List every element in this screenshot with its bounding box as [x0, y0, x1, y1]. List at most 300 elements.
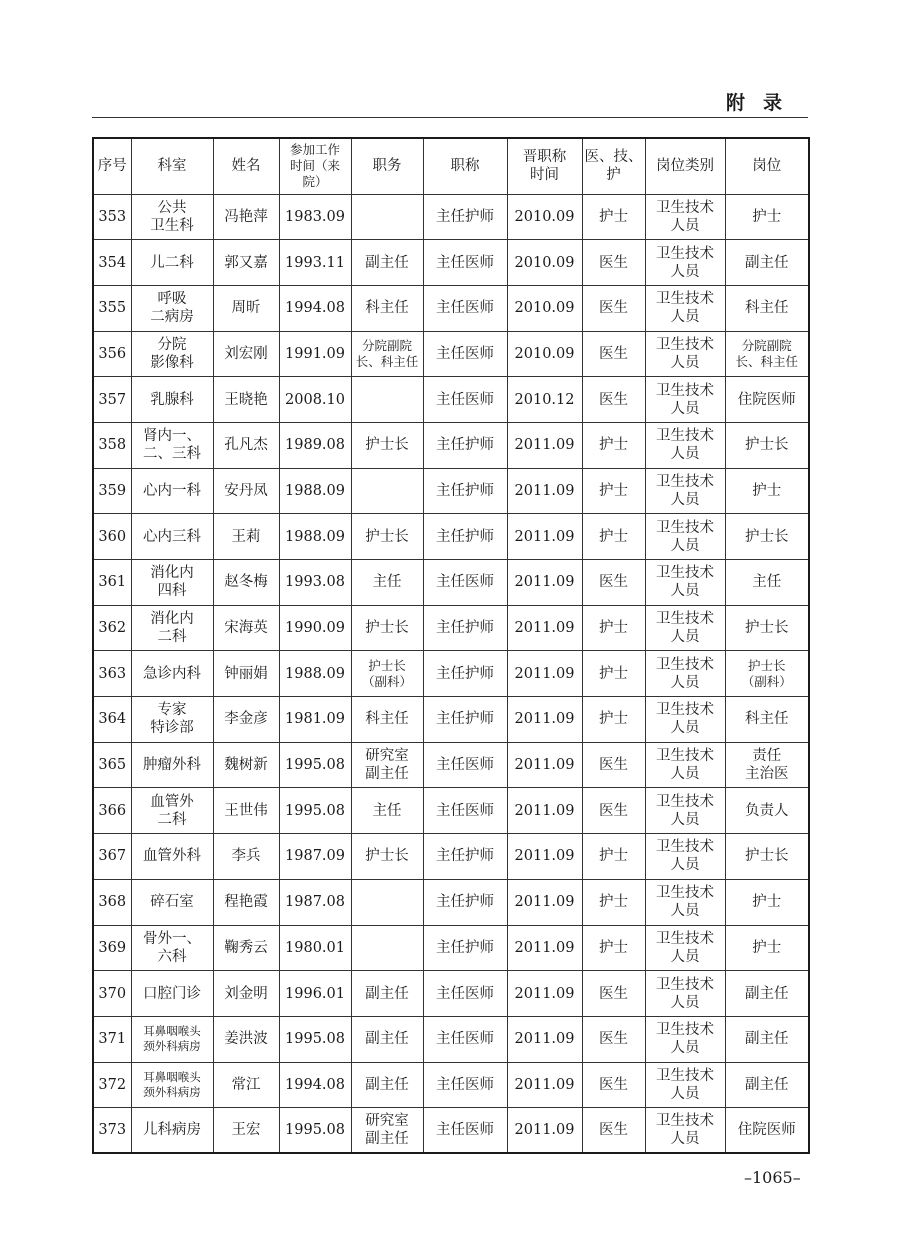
cell-cat [645, 697, 725, 743]
cell-cat [645, 879, 725, 925]
table-row [93, 925, 809, 971]
cell-text: 鞠秀云 [224, 939, 268, 956]
cell-text: 副主任 [745, 985, 789, 1002]
cell-text: 1993.11 [285, 254, 345, 271]
cell-text: 2011.09 [514, 1031, 575, 1048]
cell-promo [507, 925, 582, 971]
cell-text: 耳鼻咽喉头 颈外科病房 [143, 1024, 201, 1054]
cell-text: 卫生技术 人员 [656, 473, 714, 508]
col-header-label: 序号 [97, 158, 127, 175]
cell-text: 卫生技术 人员 [656, 428, 714, 463]
cell-no [93, 834, 131, 880]
cell-text: 口腔门诊 [143, 985, 201, 1002]
cell-text: 郭又嘉 [224, 254, 268, 271]
col-header-label: 晋职称 时间 [522, 149, 567, 184]
cell-no [93, 331, 131, 377]
cell-dept [131, 422, 213, 468]
cell-text: 2011.09 [514, 757, 575, 774]
cell-text: 368 [98, 894, 127, 911]
col-header-dept [131, 138, 213, 194]
cell-promo [507, 514, 582, 560]
cell-text: 赵冬梅 [224, 574, 268, 591]
cell-text: 主任护师 [436, 482, 494, 499]
cell-text: 心内一科 [143, 482, 201, 499]
table-row [93, 834, 809, 880]
cell-title [423, 971, 507, 1017]
cell-type [582, 331, 645, 377]
cell-text: 1988.09 [285, 528, 345, 545]
cell-name [213, 194, 279, 240]
cell-dept [131, 925, 213, 971]
cell-post [725, 925, 809, 971]
cell-text: 副主任 [365, 985, 409, 1002]
cell-post [725, 240, 809, 286]
cell-text: 负责人 [745, 802, 789, 819]
cell-cat [645, 925, 725, 971]
cell-dept [131, 1016, 213, 1062]
cell-duty [351, 834, 423, 880]
cell-duty [351, 697, 423, 743]
cell-no [93, 468, 131, 514]
table-row [93, 971, 809, 1017]
cell-text: 卫生技术 人员 [656, 565, 714, 600]
cell-duty [351, 514, 423, 560]
cell-text: 护士 [599, 208, 628, 225]
cell-duty [351, 1062, 423, 1108]
cell-title [423, 240, 507, 286]
cell-name [213, 331, 279, 377]
cell-text: 医生 [599, 300, 628, 317]
cell-text: 366 [98, 802, 127, 819]
cell-title [423, 834, 507, 880]
cell-text: 2011.09 [514, 482, 575, 499]
cell-text: 主任医师 [436, 254, 494, 271]
cell-text: 1981.09 [285, 711, 345, 728]
cell-text: 李兵 [231, 848, 261, 865]
cell-text: 护士 [752, 208, 782, 225]
table-row [93, 422, 809, 468]
cell-post [725, 605, 809, 651]
cell-text: 2011.09 [514, 939, 575, 956]
cell-text: 卫生技术 人员 [656, 976, 714, 1011]
cell-text: 1988.09 [285, 665, 345, 682]
cell-start [279, 422, 351, 468]
cell-text: 科主任 [745, 300, 789, 317]
col-header-no [93, 138, 131, 194]
cell-text: 护士 [752, 939, 782, 956]
cell-post [725, 514, 809, 560]
cell-promo [507, 788, 582, 834]
cell-promo [507, 240, 582, 286]
cell-no [93, 879, 131, 925]
cell-duty [351, 1108, 423, 1154]
cell-type [582, 1108, 645, 1154]
cell-cat [645, 514, 725, 560]
cell-text: 医生 [599, 1031, 628, 1048]
cell-text: 1980.01 [285, 939, 345, 956]
cell-post [725, 422, 809, 468]
cell-text: 2011.09 [514, 437, 575, 454]
cell-text: 血管外科 [143, 848, 201, 865]
cell-text: 刘金明 [224, 985, 268, 1002]
cell-text: 护士 [752, 482, 782, 499]
cell-start [279, 697, 351, 743]
cell-text: 护士 [599, 437, 628, 454]
cell-text: 主任医师 [436, 300, 494, 317]
cell-text: 卫生技术 人员 [656, 885, 714, 920]
cell-text: 卫生技术 人员 [656, 611, 714, 646]
cell-text: 卫生技术 人员 [656, 519, 714, 554]
cell-start [279, 651, 351, 697]
cell-promo [507, 651, 582, 697]
cell-text: 程艳霞 [224, 894, 268, 911]
cell-text: 护士长 [365, 528, 409, 545]
cell-text: 主任护师 [436, 894, 494, 911]
cell-text: 王世伟 [224, 802, 268, 819]
cell-type [582, 834, 645, 880]
table-row [93, 788, 809, 834]
cell-start [279, 194, 351, 240]
cell-post [725, 377, 809, 423]
cell-title [423, 605, 507, 651]
cell-text: 护士 [599, 894, 628, 911]
cell-promo [507, 605, 582, 651]
cell-promo [507, 742, 582, 788]
cell-text: 1990.09 [285, 620, 345, 637]
cell-text: 王宏 [231, 1122, 261, 1139]
table-row [93, 1016, 809, 1062]
cell-no [93, 1108, 131, 1154]
cell-dept [131, 651, 213, 697]
cell-no [93, 742, 131, 788]
cell-text: 李金彦 [224, 711, 268, 728]
cell-title [423, 1062, 507, 1108]
header-rule [92, 117, 808, 118]
cell-text: 主任护师 [436, 620, 494, 637]
cell-dept [131, 1062, 213, 1108]
cell-duty [351, 925, 423, 971]
cell-text: 耳鼻咽喉头 颈外科病房 [143, 1069, 201, 1099]
cell-text: 卫生技术 人员 [656, 839, 714, 874]
cell-text: 1995.08 [285, 757, 345, 774]
cell-start [279, 1062, 351, 1108]
cell-name [213, 605, 279, 651]
cell-text: 2010.09 [514, 345, 575, 362]
cell-start [279, 1108, 351, 1154]
cell-cat [645, 1108, 725, 1154]
cell-text: 护士长 [745, 528, 789, 545]
cell-text: 356 [98, 345, 127, 362]
col-header-promo [507, 138, 582, 194]
table-row [93, 742, 809, 788]
cell-text: 卫生技术 人员 [656, 1067, 714, 1102]
cell-text: 1995.08 [285, 802, 345, 819]
cell-start [279, 879, 351, 925]
cell-text: 卫生技术 人员 [656, 702, 714, 737]
col-header-label: 医、技、 护 [584, 149, 643, 184]
cell-text: 护士 [599, 482, 628, 499]
cell-text: 2011.09 [514, 1122, 575, 1139]
cell-promo [507, 422, 582, 468]
cell-name [213, 377, 279, 423]
staff-table [92, 137, 810, 1154]
cell-post [725, 651, 809, 697]
cell-no [93, 240, 131, 286]
cell-dept [131, 1108, 213, 1154]
cell-text: 1987.08 [285, 894, 345, 911]
cell-post [725, 331, 809, 377]
cell-text: 371 [98, 1031, 127, 1048]
cell-text: 2010.09 [514, 254, 575, 271]
cell-type [582, 1062, 645, 1108]
cell-duty [351, 971, 423, 1017]
cell-promo [507, 1062, 582, 1108]
cell-no [93, 285, 131, 331]
cell-text: 主任医师 [436, 757, 494, 774]
table-row [93, 240, 809, 286]
cell-title [423, 377, 507, 423]
cell-promo [507, 1108, 582, 1154]
cell-promo [507, 697, 582, 743]
cell-duty [351, 468, 423, 514]
cell-text: 主任 [372, 574, 402, 591]
cell-title [423, 285, 507, 331]
cell-text: 责任 主治医 [745, 748, 789, 783]
cell-post [725, 971, 809, 1017]
cell-name [213, 651, 279, 697]
cell-text: 主任医师 [436, 574, 494, 591]
cell-text: 分院副院 长、科主任 [735, 337, 798, 369]
cell-text: 肿瘤外科 [143, 757, 201, 774]
cell-text: 科主任 [365, 300, 409, 317]
cell-cat [645, 285, 725, 331]
cell-text: 2011.09 [514, 528, 575, 545]
cell-text: 1994.08 [285, 1076, 345, 1093]
cell-name [213, 834, 279, 880]
table-row [93, 377, 809, 423]
col-header-name [213, 138, 279, 194]
cell-start [279, 788, 351, 834]
cell-start [279, 742, 351, 788]
cell-text: 冯艳萍 [224, 208, 268, 225]
cell-text: 钟丽娟 [224, 665, 268, 682]
cell-text: 2011.09 [514, 665, 575, 682]
cell-text: 主任医师 [436, 802, 494, 819]
cell-text: 专家 特诊部 [150, 702, 194, 737]
cell-text: 355 [98, 300, 127, 317]
cell-title [423, 925, 507, 971]
cell-text: 2011.09 [514, 711, 575, 728]
cell-no [93, 560, 131, 606]
cell-cat [645, 1062, 725, 1108]
cell-start [279, 514, 351, 560]
cell-no [93, 925, 131, 971]
cell-dept [131, 697, 213, 743]
cell-text: 373 [98, 1122, 127, 1139]
cell-type [582, 422, 645, 468]
cell-text: 357 [98, 391, 127, 408]
col-header-label: 职务 [372, 158, 402, 175]
cell-post [725, 742, 809, 788]
cell-text: 主任医师 [436, 391, 494, 408]
cell-text: 354 [98, 254, 127, 271]
cell-promo [507, 1016, 582, 1062]
cell-text: 骨外一、 六科 [143, 930, 201, 965]
cell-text: 医生 [599, 574, 628, 591]
cell-text: 主任医师 [436, 1122, 494, 1139]
cell-cat [645, 605, 725, 651]
cell-no [93, 1016, 131, 1062]
cell-text: 主任护师 [436, 711, 494, 728]
cell-title [423, 697, 507, 743]
cell-name [213, 514, 279, 560]
page-number: –1065– [744, 1168, 801, 1187]
cell-post [725, 285, 809, 331]
cell-cat [645, 560, 725, 606]
cell-text: 护士 [599, 665, 628, 682]
cell-text: 王晓艳 [224, 391, 268, 408]
cell-text: 副主任 [365, 1076, 409, 1093]
cell-promo [507, 468, 582, 514]
cell-cat [645, 468, 725, 514]
cell-start [279, 1016, 351, 1062]
cell-dept [131, 377, 213, 423]
cell-text: 主任医师 [436, 345, 494, 362]
cell-text: 护士长 （副科） [741, 657, 792, 689]
cell-title [423, 514, 507, 560]
cell-title [423, 560, 507, 606]
cell-text: 医生 [599, 985, 628, 1002]
cell-text: 2011.09 [514, 985, 575, 1002]
cell-title [423, 742, 507, 788]
cell-text: 护士 [752, 894, 782, 911]
cell-text: 医生 [599, 345, 628, 362]
table-row [93, 697, 809, 743]
cell-text: 卫生技术 人员 [656, 336, 714, 371]
cell-duty [351, 742, 423, 788]
cell-text: 359 [98, 482, 127, 499]
cell-type [582, 560, 645, 606]
cell-cat [645, 422, 725, 468]
cell-text: 1995.08 [285, 1031, 345, 1048]
cell-start [279, 331, 351, 377]
cell-cat [645, 742, 725, 788]
cell-post [725, 879, 809, 925]
cell-title [423, 879, 507, 925]
cell-text: 护士 [599, 711, 628, 728]
cell-name [213, 879, 279, 925]
cell-text: 分院副院 长、科主任 [355, 337, 419, 369]
cell-text: 医生 [599, 1076, 628, 1093]
cell-text: 急诊内科 [143, 665, 201, 682]
cell-text: 1996.01 [285, 985, 345, 1002]
cell-text: 副主任 [745, 1031, 789, 1048]
cell-dept [131, 331, 213, 377]
cell-name [213, 1108, 279, 1154]
cell-cat [645, 377, 725, 423]
cell-start [279, 971, 351, 1017]
col-header-type [582, 138, 645, 194]
cell-title [423, 651, 507, 697]
cell-type [582, 971, 645, 1017]
cell-start [279, 605, 351, 651]
cell-text: 儿科病房 [143, 1122, 201, 1139]
cell-text: 护士长 [745, 848, 789, 865]
cell-text: 主任医师 [436, 1076, 494, 1093]
cell-no [93, 514, 131, 560]
cell-type [582, 468, 645, 514]
cell-post [725, 1016, 809, 1062]
cell-text: 主任护师 [436, 208, 494, 225]
table-body [93, 194, 809, 1153]
cell-cat [645, 240, 725, 286]
cell-text: 副主任 [745, 1076, 789, 1093]
cell-promo [507, 834, 582, 880]
cell-text: 宋海英 [224, 620, 268, 637]
cell-name [213, 422, 279, 468]
cell-text: 主任护师 [436, 665, 494, 682]
cell-type [582, 377, 645, 423]
cell-dept [131, 514, 213, 560]
cell-text: 卫生技术 人员 [656, 291, 714, 326]
cell-text: 1987.09 [285, 848, 345, 865]
table-row [93, 194, 809, 240]
cell-no [93, 1062, 131, 1108]
col-header-label: 岗位类别 [656, 158, 714, 175]
cell-duty [351, 651, 423, 697]
cell-text: 刘宏刚 [224, 345, 268, 362]
cell-text: 医生 [599, 757, 628, 774]
cell-duty [351, 422, 423, 468]
cell-cat [645, 194, 725, 240]
cell-no [93, 377, 131, 423]
cell-cat [645, 788, 725, 834]
cell-start [279, 468, 351, 514]
cell-text: 护士长 [365, 848, 409, 865]
cell-text: 周昕 [231, 300, 261, 317]
col-header-title [423, 138, 507, 194]
cell-text: 主任 [752, 574, 782, 591]
cell-cat [645, 1016, 725, 1062]
cell-type [582, 240, 645, 286]
cell-dept [131, 240, 213, 286]
cell-text: 365 [98, 757, 127, 774]
cell-no [93, 422, 131, 468]
cell-text: 1983.09 [285, 208, 345, 225]
table-row [93, 514, 809, 560]
cell-text: 王莉 [231, 528, 261, 545]
cell-text: 医生 [599, 391, 628, 408]
cell-type [582, 605, 645, 651]
cell-duty [351, 1016, 423, 1062]
cell-type [582, 194, 645, 240]
cell-text: 科主任 [745, 711, 789, 728]
cell-text: 护士 [599, 620, 628, 637]
cell-start [279, 834, 351, 880]
cell-text: 1995.08 [285, 1122, 345, 1139]
cell-text: 医生 [599, 802, 628, 819]
col-header-label: 岗位 [752, 158, 782, 175]
cell-text: 卫生技术 人员 [656, 656, 714, 691]
cell-text: 367 [98, 848, 127, 865]
cell-promo [507, 879, 582, 925]
table-row [93, 285, 809, 331]
cell-name [213, 1062, 279, 1108]
cell-text: 2010.09 [514, 300, 575, 317]
cell-start [279, 285, 351, 331]
cell-promo [507, 194, 582, 240]
cell-text: 主任护师 [436, 848, 494, 865]
